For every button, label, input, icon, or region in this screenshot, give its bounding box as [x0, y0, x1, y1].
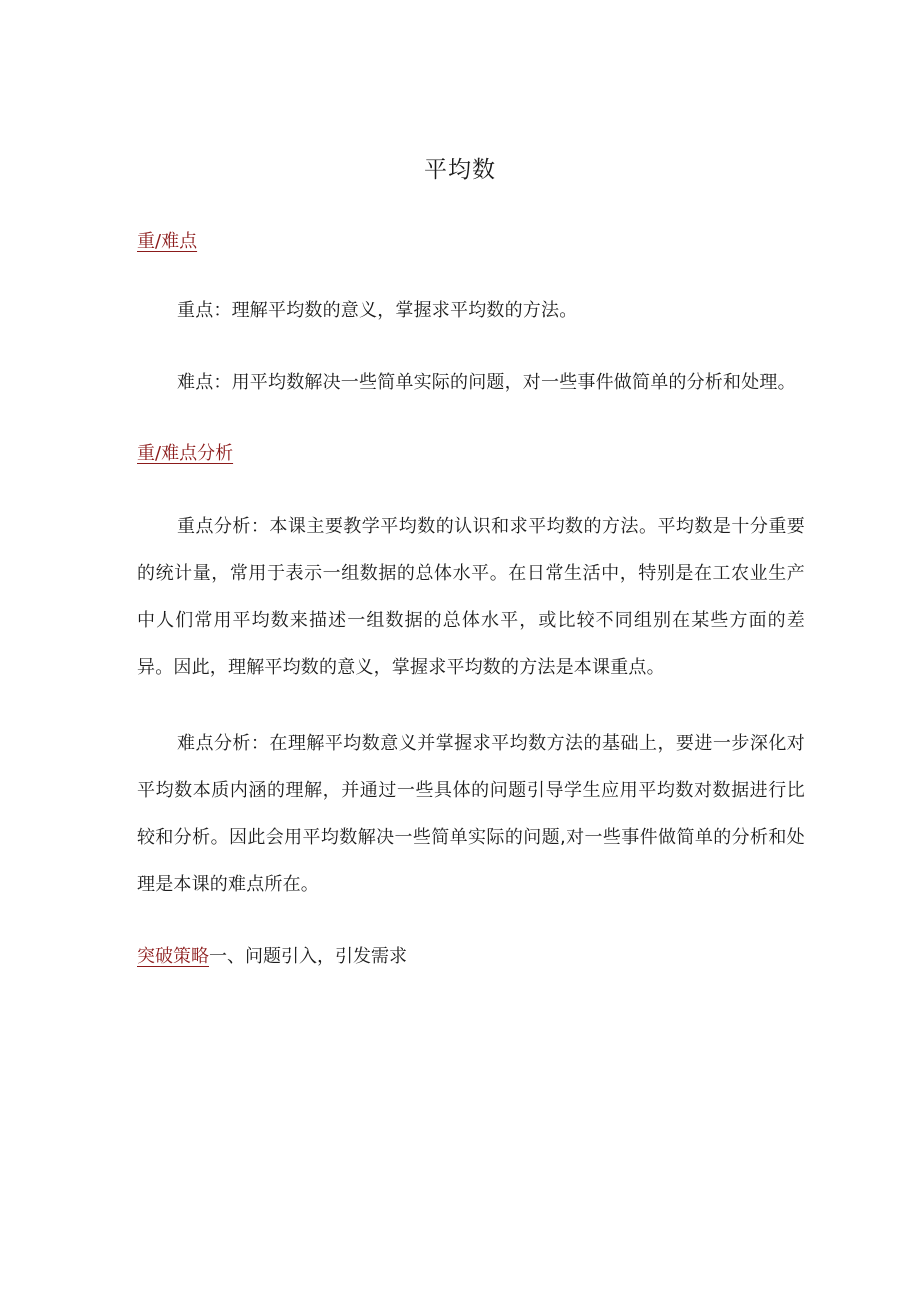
key-analysis-paragraph: 重点分析：本课主要教学平均数的认识和求平均数的方法。平均数是十分重要的统计量，常用于表示一组数据的总体水平。在日常生活中，特别是在工农业生产中人们常用平均数来描述一组数据的总体水平，或比较不同组别在某些方面的差异。因此，理解平均数的意义，掌握求平均数的方法是本课重点。	[137, 516, 805, 678]
key-point-paragraph: 重点：理解平均数的意义，掌握求平均数的方法。	[177, 300, 578, 321]
strategy-first-step: 一、问题引入，引发需求	[209, 946, 407, 967]
document-title: 平均数	[424, 157, 496, 183]
strategy-line	[137, 942, 407, 972]
section-heading-strategy: 突破策略	[137, 946, 209, 967]
section-heading-key-points: 重/难点	[137, 231, 198, 252]
difficult-analysis-paragraph: 难点分析：在理解平均数意义并掌握求平均数方法的基础上，要进一步深化对平均数本质内涵的理解，并通过一些具体的问题引导学生应用平均数对数据进行比较和分析。因此会用平均数解决一些简单实际的问题,对一些事件做简单的分析和处理是本课的难点所在。	[137, 733, 805, 895]
difficult-point-paragraph: 难点：用平均数解决一些简单实际的问题，对一些事件做简单的分析和处理。	[177, 372, 796, 393]
section-heading-analysis: 重/难点分析	[137, 443, 234, 464]
